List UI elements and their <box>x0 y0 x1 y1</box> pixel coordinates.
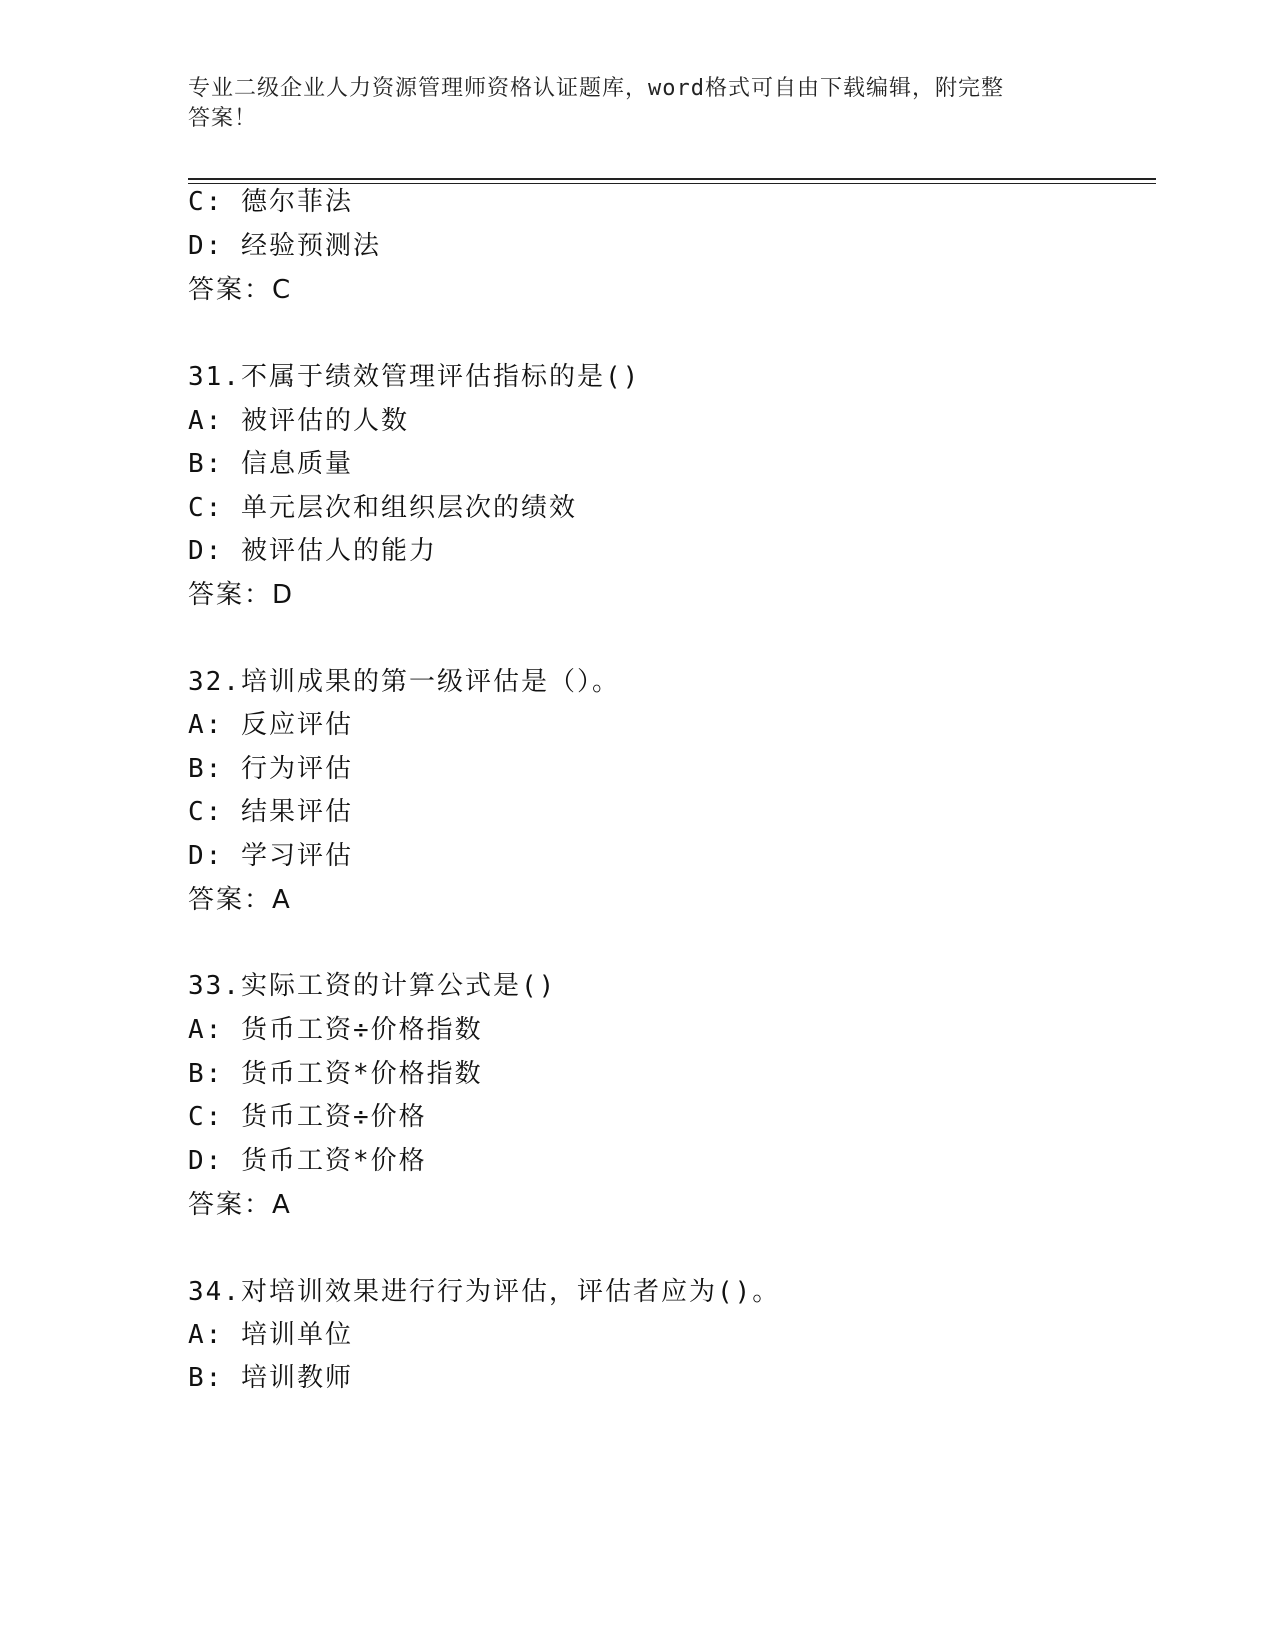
question-title: 34.对培训效果进行行为评估，评估者应为()。 <box>188 1277 781 1307</box>
option-d: D: 经验预测法 <box>188 231 381 261</box>
option-b: B: 培训教师 <box>188 1363 353 1393</box>
option-a: A: 被评估的人数 <box>188 406 409 436</box>
option-d: D: 学习评估 <box>188 841 353 871</box>
question-title: 31.不属于绩效管理评估指标的是() <box>188 362 641 392</box>
option-c: C: 单元层次和组织层次的绩效 <box>188 493 577 523</box>
document-header <box>188 74 1088 134</box>
option-a: A: 培训单位 <box>188 1320 353 1350</box>
option-d: D: 货币工资*价格 <box>188 1146 427 1176</box>
option-a: A: 货币工资÷价格指数 <box>188 1015 483 1045</box>
answer: 答案：A <box>188 1190 292 1220</box>
header-divider-thick <box>188 178 1156 180</box>
option-d: D: 被评估人的能力 <box>188 536 437 566</box>
option-a: A: 反应评估 <box>188 710 353 740</box>
option-c: C: 德尔菲法 <box>188 187 353 217</box>
option-b: B: 行为评估 <box>188 754 353 784</box>
question-title: 33.实际工资的计算公式是() <box>188 971 557 1001</box>
option-b: B: 货币工资*价格指数 <box>188 1059 483 1089</box>
header-line-2: 答案！ <box>188 106 258 131</box>
answer: 答案：A <box>188 885 292 915</box>
header-line-1: 专业二级企业人力资源管理师资格认证题库，word格式可自由下载编辑，附完整 <box>188 76 1004 101</box>
header-divider-thin <box>188 183 1156 184</box>
option-c: C: 货币工资÷价格 <box>188 1102 427 1132</box>
option-c: C: 结果评估 <box>188 797 353 827</box>
answer: 答案：D <box>188 580 295 610</box>
answer: 答案：C <box>188 275 293 305</box>
option-b: B: 信息质量 <box>188 449 353 479</box>
question-title: 32.培训成果的第一级评估是（）。 <box>188 667 620 697</box>
